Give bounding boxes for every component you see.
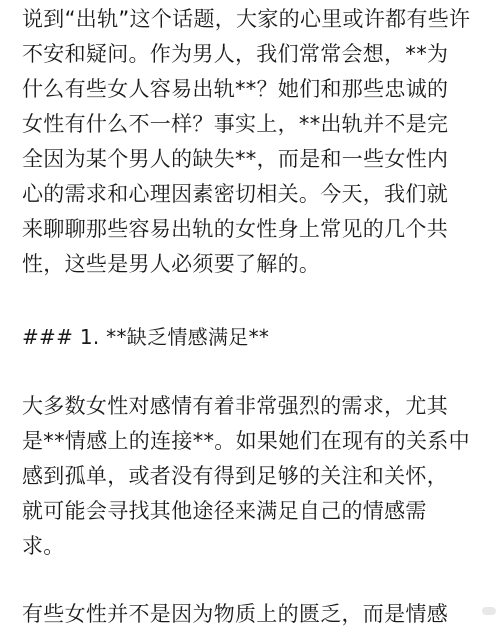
paragraph-2-line-3: 感到孤单，或者没有得到足够的关注和关怀， [22,464,448,488]
paragraph-1-line-3: 什么有些女人容易出轨**？她们和那些忠诚的 [22,77,449,101]
section-heading-1: ### 1. **缺乏情感满足** [22,325,270,349]
paragraph-2-line-5: 求。 [22,534,65,558]
paragraph-1-line-4: 女性有什么不一样？事实上，**出轨并不是完 [22,112,449,136]
paragraph-1-line-8: 性，这些是男人必须要了解的。 [22,252,321,276]
paragraph-1-line-7: 来聊聊那些容易出轨的女性身上常见的几个共 [22,217,448,241]
paragraph-2-line-2: 是**情感上的连接**。如果她们在现有的关系中 [22,429,470,453]
paragraph-2-line-4: 就可能会寻找其他途径来满足自己的情感需 [22,499,427,523]
paragraph-3-line-1-partial: 有些女性并不是因为物质上的匮乏，而是情感 [22,602,448,626]
paragraph-1-line-2: 不安和疑问。作为男人，我们常常会想，**为 [22,42,449,66]
paragraph-1-line-6: 心的需求和心理因素密切相关。今天，我们就 [22,182,448,206]
paragraph-1-line-5: 全因为某个男人的缺失**，而是和一些女性内 [22,147,449,171]
watermark-mark [482,607,496,615]
paragraph-2-line-1: 大多数女性对感情有着非常强烈的需求，尤其 [22,394,448,418]
paragraph-1-line-1: 说到“出轨”这个话题，大家的心里或许都有些许 [22,7,471,31]
